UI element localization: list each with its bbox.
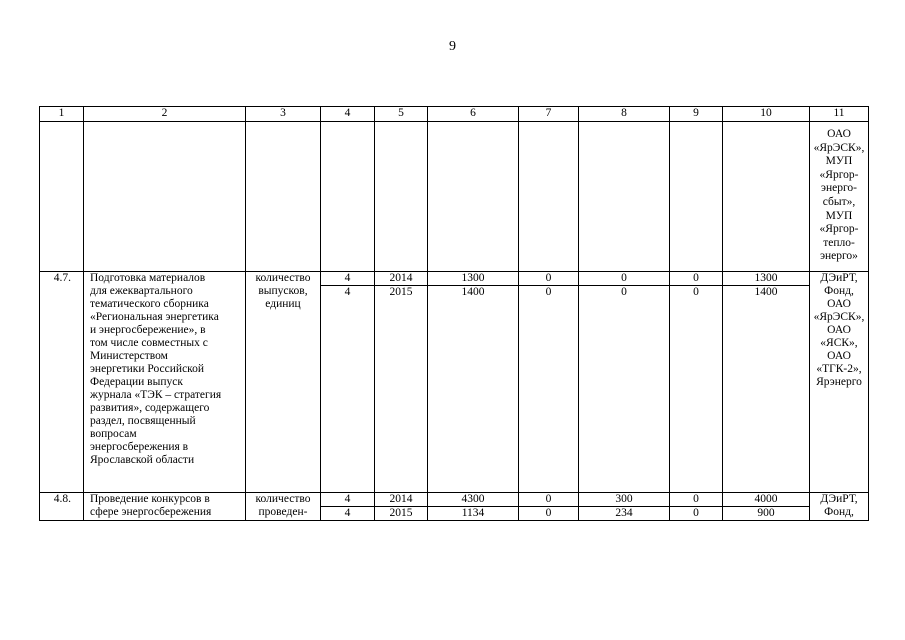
executors-cell: ДЭиРТ, Фонд, ОАО «ЯрЭСК», ОАО «ЯСК», ОАО «ТГК-2», Ярэнерго	[810, 272, 869, 493]
header-cell: 8	[579, 107, 670, 122]
indicator-name: количество проведен-	[246, 493, 321, 521]
value-cell: 0	[579, 272, 670, 286]
value-cell: 900	[723, 507, 810, 521]
header-cell: 7	[519, 107, 579, 122]
value-cell: 0	[519, 493, 579, 507]
value-cell: 4	[321, 507, 375, 521]
value-cell: 0	[519, 272, 579, 286]
value-cell: 0	[579, 286, 670, 493]
executors-cell: ОАО «ЯрЭСК», МУП «Яргор- энерго- сбыт», МУП «Яргор- тепло- энерго»	[810, 122, 869, 272]
value-cell: 0	[670, 272, 723, 286]
header-cell: 2	[84, 107, 246, 122]
executors-cell: ДЭиРТ, Фонд,	[810, 493, 869, 521]
year-cell: 2014	[375, 493, 428, 507]
year-cell: 2015	[375, 507, 428, 521]
value-cell: 0	[670, 507, 723, 521]
header-cell: 1	[40, 107, 84, 122]
value-cell: 0	[519, 507, 579, 521]
value-cell: 0	[519, 286, 579, 493]
header-cell: 3	[246, 107, 321, 122]
activity-name: Проведение конкурсов в сфере энергосбережения	[84, 493, 246, 521]
year-cell: 2015	[375, 286, 428, 493]
header-cell: 9	[670, 107, 723, 122]
indicator-name: количество выпусков, единиц	[246, 272, 321, 493]
header-cell: 10	[723, 107, 810, 122]
value-cell: 4000	[723, 493, 810, 507]
value-cell: 0	[670, 493, 723, 507]
program-table	[39, 106, 869, 521]
value-cell: 4	[321, 286, 375, 493]
table-row	[40, 272, 869, 286]
table-row	[40, 493, 869, 507]
value-cell: 1400	[428, 286, 519, 493]
value-cell: 0	[670, 286, 723, 493]
header-cell: 6	[428, 107, 519, 122]
row-number: 4.7.	[40, 272, 84, 493]
continuation-row	[40, 122, 869, 272]
value-cell: 1300	[428, 272, 519, 286]
value-cell: 234	[579, 507, 670, 521]
page-number: 9	[449, 39, 456, 54]
value-cell: 1400	[723, 286, 810, 493]
value-cell: 1300	[723, 272, 810, 286]
value-cell: 4300	[428, 493, 519, 507]
header-cell: 4	[321, 107, 375, 122]
value-cell: 1134	[428, 507, 519, 521]
activity-name: Подготовка материалов для ежеквартального тематического сборника «Региональная энергетика и энергосбережение», в том числе совместных с Министерством энергетики Российской Федерации выпуск журнала «ТЭК – стратегия развития», содержащего раздел, посвященный вопросам энергосбережения в Ярославской области	[84, 272, 246, 493]
year-cell: 2014	[375, 272, 428, 286]
value-cell: 4	[321, 493, 375, 507]
value-cell: 300	[579, 493, 670, 507]
header-cell: 5	[375, 107, 428, 122]
header-row	[40, 107, 869, 122]
value-cell: 4	[321, 272, 375, 286]
header-cell: 11	[810, 107, 869, 122]
row-number: 4.8.	[40, 493, 84, 521]
